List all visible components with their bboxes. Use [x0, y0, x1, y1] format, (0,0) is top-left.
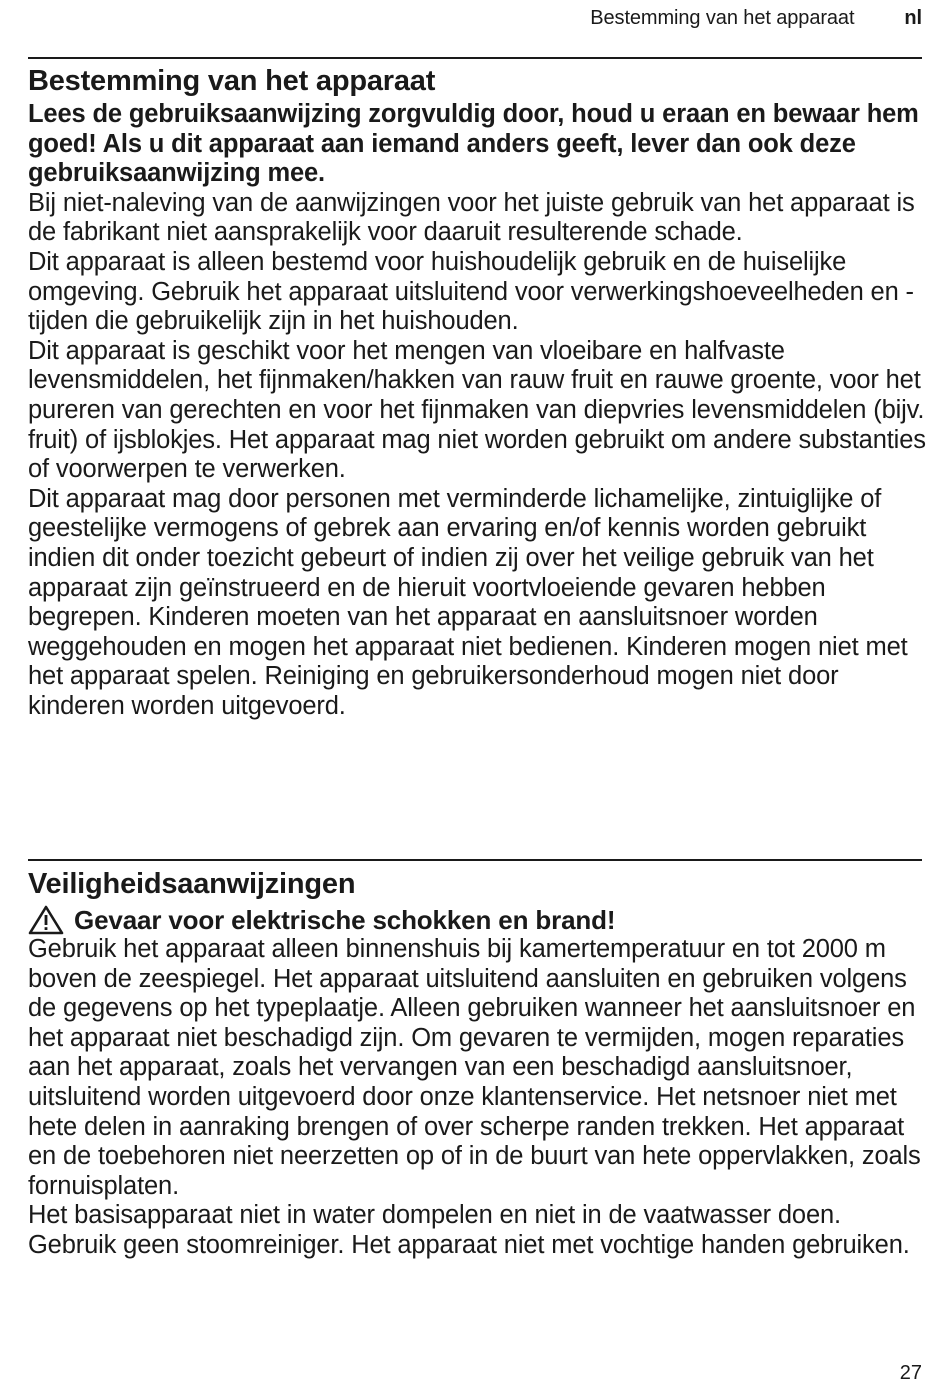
section-divider-safety: [28, 859, 922, 861]
section-divider-top: [28, 57, 922, 59]
warning-title: Gevaar voor elektrische schokken en brand!: [74, 905, 616, 935]
warning-triangle-icon: [28, 905, 64, 935]
running-header: [590, 7, 922, 30]
paragraph-electrical-safety: Gebruik het apparaat alleen binnenshuis bij kamertemperatuur en tot 2000 m boven de zeespiegel. Het apparaat uitsluitend aansluiten en gebruiken volgens de gegevens op het typeplaatje. Alleen gebruiken wanneer het aansluitsnoer en het apparaat niet beschadigd zijn. Om gevaren te vermijden, mogen reparaties aan het apparaat, zoals het vervangen van een beschadigd aansluitsnoer, uitsluitend worden uitgevoerd door onze klantenservice. Het netsnoer niet met hete delen in aanraking brengen of over scherpe randen trekken. Het apparaat en de toebehoren niet neerzetten op of in de buurt van hete oppervlakken, zoals fornuisplaten.: [28, 935, 921, 1200]
page-number: 27: [899, 1362, 922, 1384]
section-title-safety: Veiligheidsaanwijzingen: [28, 868, 356, 900]
running-header-title: Bestemming van het apparaat: [590, 7, 855, 29]
paragraph-persons-children: Dit apparaat mag door personen met verminderde lichamelijke, zintuiglijke of geestelijke vermogens of gebrek aan ervaring en/of kennis worden gebruikt indien dit onder toezicht gebeurt of indien zij over het veilige gebruik van het apparaat zijn geïnstrueerd en de hieruit voortvloeiende gevaren hebben begrepen. Kinderen moeten van het apparaat en aansluitsnoer worden weggehouden en mogen het apparaat niet bedienen. Kinderen mogen niet met het apparaat spelen. Reiniging en gebruikersonderhoud mogen niet door kinderen worden uitgevoerd.: [28, 484, 908, 720]
paragraph-household-use: Dit apparaat is alleen bestemd voor huishoudelijk gebruik en de huiselijke omgeving. Gebruik het apparaat uitsluitend voor verwerkingshoeveelheden en -tijden die gebruikelijk zijn in het huishouden.: [28, 247, 914, 336]
paragraph-suitable-for: Dit apparaat is geschikt voor het mengen van vloeibare en halfvaste levensmiddelen, het fijnmaken/hakken van rauw fruit en rauwe groente, voor het pureren van gerechten en voor het fijnmaken van diepvries levensmiddelen (bijv. fruit) of ijsblokjes. Het apparaat mag niet worden gebruikt om andere substanties of voorwerpen te verwerken.: [28, 336, 926, 484]
lead-paragraph: Lees de gebruiksaanwijzing zorgvuldig door, houd u eraan en bewaar hem goed! Als u dit apparaat aan iemand anders geeft, lever dan ook deze gebruiksaanwijzing mee.: [28, 100, 919, 188]
warning-heading: [28, 905, 933, 935]
paragraph-water-safety: Het basisapparaat niet in water dompelen en niet in de vaatwasser doen. Gebruik geen stoomreiniger. Het apparaat niet met vochtige handen gebruiken.: [28, 1201, 910, 1259]
language-code: nl: [904, 7, 922, 29]
paragraph-liability: Bij niet-naleving van de aanwijzingen voor het juiste gebruik van het apparaat is de fabrikant niet aansprakelijk voor daaruit resulterende schade.: [28, 188, 915, 247]
section-intended-use: [28, 64, 933, 721]
section-safety: [28, 867, 933, 1261]
section-title-intended-use: Bestemming van het apparaat: [28, 65, 436, 97]
